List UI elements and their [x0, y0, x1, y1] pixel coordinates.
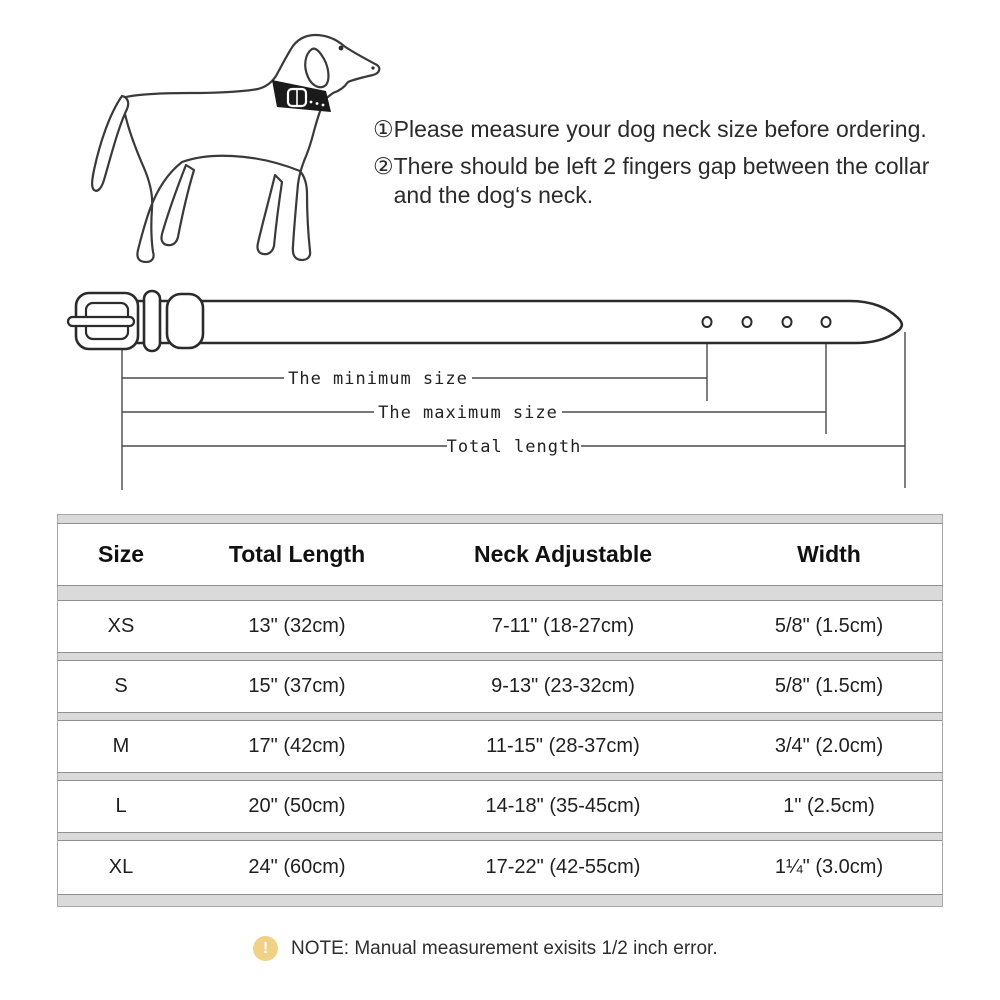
header-neck-adjustable: Neck Adjustable: [473, 541, 653, 567]
cell-neck-adjustable: 9-13" (23-32cm): [491, 675, 635, 697]
cell-size: XL: [108, 856, 134, 878]
cell-total-length: 13" (32cm): [248, 615, 346, 637]
dog-far-front-leg: [257, 175, 282, 254]
collar-measurement-diagram: [0, 280, 1000, 510]
cell-neck-adjustable: 14-18" (35-45cm): [485, 795, 641, 817]
cell-size: M: [112, 735, 130, 757]
header-total-length: Total Length: [228, 541, 366, 567]
circled-number-2-icon: ②: [373, 153, 394, 179]
table-row-m: [58, 720, 942, 773]
cell-size: L: [115, 795, 127, 817]
cell-total-length: 24" (60cm): [248, 856, 346, 878]
collar-strap: [95, 301, 902, 343]
collar-keeper: [144, 291, 160, 351]
dog-tail: [92, 96, 128, 191]
collar-loop: [167, 294, 203, 348]
cell-width: 5/8" (1.5cm): [774, 615, 884, 637]
maximum-size-label: The maximum size: [378, 403, 558, 423]
instruction-item-1: [373, 115, 973, 144]
collar-buckle-prong: [68, 317, 134, 326]
dog-nose: [371, 66, 374, 69]
cell-total-length: 17" (42cm): [248, 735, 346, 757]
cell-size: S: [114, 675, 128, 697]
cell-neck-adjustable: 7-11" (18-27cm): [491, 615, 635, 637]
table-row-l: [58, 780, 942, 833]
instruction-item-2: [373, 152, 973, 210]
cell-width: 1¼" (3.0cm): [774, 856, 884, 878]
minimum-size-label: The minimum size: [288, 369, 468, 389]
cell-total-length: 15" (37cm): [248, 675, 346, 697]
header-width: Width: [797, 541, 861, 567]
cell-total-length: 20" (50cm): [248, 795, 346, 817]
dog-eye: [339, 46, 344, 51]
circled-number-1-icon: ①: [373, 116, 394, 142]
total-length-label: Total length: [446, 437, 582, 457]
table-row-xs: [58, 600, 942, 653]
dog-body-outline: [124, 35, 380, 262]
header-size: Size: [97, 541, 145, 567]
dog-illustration: [60, 10, 400, 280]
table-row-xl: [58, 840, 942, 895]
instruction-text-1: Please measure your dog neck size before ordering.: [393, 116, 927, 142]
instruction-text-2: There should be left 2 fingers gap between the collar and the dog‘s neck.: [393, 153, 930, 208]
exclamation-icon: !: [253, 936, 278, 961]
instructions-block: [373, 115, 973, 218]
note-row: [253, 936, 718, 961]
cell-size: XS: [107, 615, 135, 637]
size-table-header-row: [58, 523, 942, 586]
cell-width: 3/4" (2.0cm): [774, 735, 884, 757]
cell-neck-adjustable: 17-22" (42-55cm): [485, 856, 641, 878]
cell-neck-adjustable: 11-15" (28-37cm): [486, 735, 640, 757]
cell-width: 5/8" (1.5cm): [774, 675, 884, 697]
size-table: [57, 514, 943, 907]
note-text: NOTE: Manual measurement exisits 1/2 inch error.: [291, 937, 718, 959]
cell-width: 1" (2.5cm): [783, 795, 875, 817]
table-row-s: [58, 660, 942, 713]
